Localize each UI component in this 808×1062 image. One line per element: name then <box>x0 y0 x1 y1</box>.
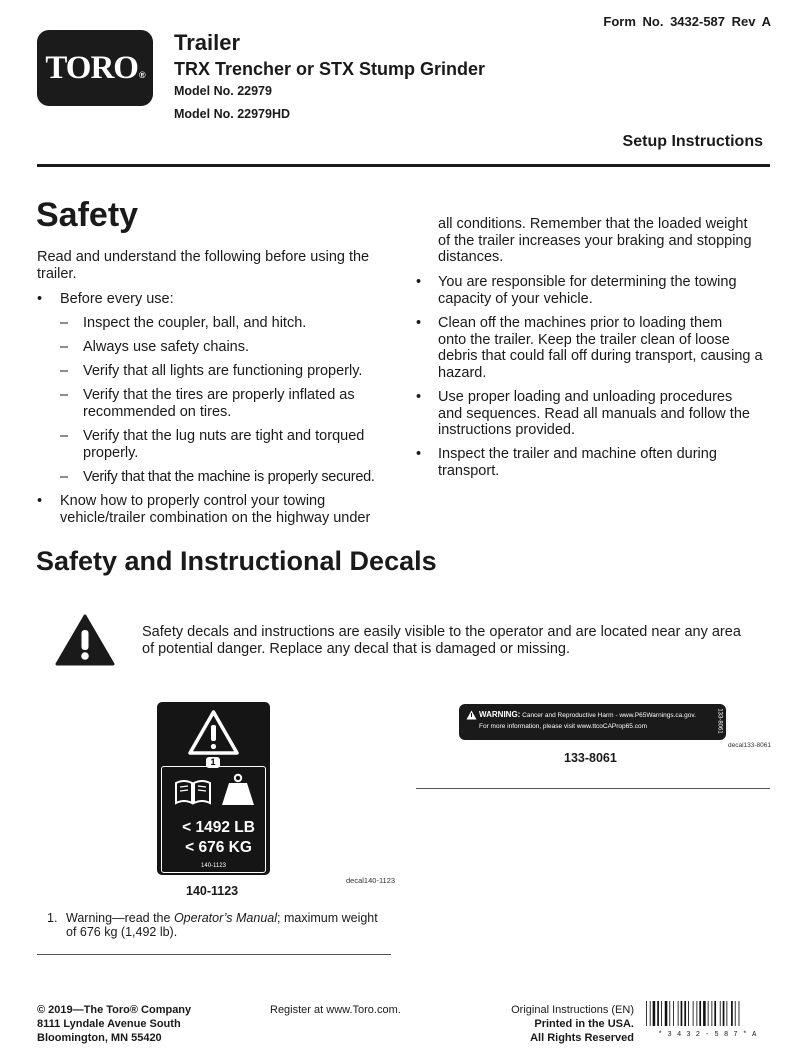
header-divider <box>37 164 770 167</box>
control-item <box>60 493 370 526</box>
bullet: • <box>416 389 422 405</box>
barcode-bar <box>726 1001 727 1026</box>
decal-side-number: 133-8061 <box>716 708 723 734</box>
barcode-bar <box>657 1001 659 1026</box>
sub-item <box>83 363 362 380</box>
barcode-bar <box>699 1001 701 1026</box>
barcode-bar <box>661 1001 662 1026</box>
control-line: Know how to properly control your towing <box>60 493 326 509</box>
decal-caption: 140-1123 <box>186 884 239 898</box>
right-divider <box>416 788 770 789</box>
max-weight-lb: < 1492 LB <box>182 819 255 836</box>
decal2-file-ref: decal133-8061 <box>728 742 772 749</box>
bullet: • <box>416 315 422 331</box>
bullet: • <box>37 291 43 307</box>
callout-number: 1. <box>47 911 58 925</box>
model-number-2: Model No. 22979HD <box>174 107 291 121</box>
sub-item-line: properly. <box>83 444 139 461</box>
item-line: hazard. <box>438 364 487 381</box>
callout-line-2: of 676 kg (1,492 lb). <box>66 925 178 939</box>
intro-line: trailer. <box>37 266 77 282</box>
decal-warning-icon <box>161 706 266 761</box>
original-instructions: Original Instructions (EN) <box>511 1004 634 1016</box>
copyright: © 2019—The Toro® Company <box>37 1004 192 1016</box>
printed-in: Printed in the USA. <box>534 1018 634 1030</box>
sub-item-line: Verify that the lug nuts are tight and torqued <box>83 428 365 444</box>
dash: – <box>60 315 69 331</box>
bullet: • <box>416 274 422 290</box>
inspect-item <box>438 446 717 479</box>
weight-icon <box>220 773 256 807</box>
barcode-bar <box>703 1001 706 1026</box>
document-type: Setup Instructions <box>622 133 763 150</box>
sub-item-line: recommended on tires. <box>83 403 232 420</box>
dash: – <box>60 469 69 485</box>
safety-intro <box>37 249 369 283</box>
bullet: • <box>37 493 43 509</box>
bullet: • <box>416 446 422 462</box>
loading-item <box>438 389 750 439</box>
item-line: debris that could fall off during transport, causing a <box>438 348 763 364</box>
barcode-bar <box>708 1001 709 1026</box>
decal2-caption: 133-8061 <box>564 751 617 765</box>
sub-item <box>83 387 355 420</box>
prop65-text: Cancer and Reproductive Harm - www.P65Warnings.ca.gov. <box>520 712 696 719</box>
callout-description <box>66 911 378 939</box>
barcode-bar <box>678 1001 679 1026</box>
sub-item <box>83 469 375 486</box>
intro-line: Read and understand the following before using the <box>37 249 370 265</box>
item-line: You are responsible for determining the towing <box>438 274 737 290</box>
barcode-text: * 3 4 3 2 - 5 8 7 * A <box>658 1031 757 1039</box>
decal-info-panel <box>161 766 266 873</box>
control-line: vehicle/trailer combination on the highway under <box>60 509 371 526</box>
continued-line: all conditions. Remember that the loaded weight <box>438 216 748 232</box>
dash: – <box>60 428 69 444</box>
footer-info <box>490 1003 634 1045</box>
barcode-bar <box>696 1001 697 1026</box>
sub-item <box>83 339 249 356</box>
rights-reserved: All Rights Reserved <box>530 1032 634 1044</box>
registered-mark: ® <box>138 70 145 80</box>
barcode-bar <box>720 1001 721 1026</box>
barcode-bar <box>739 1001 740 1026</box>
dash: – <box>60 363 69 379</box>
decal-140-1123 <box>157 702 270 875</box>
decal-part-number: 140-1123 <box>201 863 226 869</box>
towing-item <box>438 274 737 307</box>
barcode-bar <box>714 1001 716 1026</box>
operators-manual-ref: Operator’s Manual <box>173 911 278 925</box>
barcode-bar <box>723 1001 725 1026</box>
barcode-bars <box>645 1001 770 1026</box>
model-number-1: Model No. 22979 <box>174 84 272 98</box>
footer-company <box>37 1003 191 1045</box>
item-line: Inspect the trailer and machine often during <box>438 446 717 462</box>
barcode-bar <box>650 1001 651 1026</box>
clean-item <box>438 315 763 381</box>
item-line: Clean off the machines prior to loading them <box>438 315 723 331</box>
address-line-2: Bloomington, MN 55420 <box>37 1032 162 1044</box>
before-use-item: Before every use: <box>60 291 174 307</box>
decal-callout-number: 1 <box>206 757 220 768</box>
barcode-bar <box>681 1001 683 1026</box>
continued-line: of the trailer increases your braking and stopping <box>438 232 752 249</box>
prop65-line-1 <box>479 710 696 719</box>
decals-heading: Safety and Instructional Decals <box>36 546 437 576</box>
callout-line-1 <box>66 911 378 925</box>
barcode-bar <box>731 1001 733 1026</box>
dash: – <box>60 339 69 355</box>
sub-item-line: Verify that that the machine is properly secured. <box>83 469 375 485</box>
barcode-bar <box>665 1001 668 1026</box>
address-line-1: 8111 Lyndale Avenue South <box>37 1018 181 1030</box>
barcode <box>645 1001 770 1039</box>
continued-line: distances. <box>438 249 504 265</box>
item-line: onto the trailer. Keep the trailer clean of loose <box>438 331 730 348</box>
item-line: transport. <box>438 462 500 479</box>
barcode-bar <box>735 1001 736 1026</box>
barcode-bar <box>711 1001 712 1026</box>
toro-logo <box>37 30 153 106</box>
item-line: and sequences. Read all manuals and follow the <box>438 405 750 422</box>
warning-triangle-icon <box>55 614 115 666</box>
book-icon <box>174 777 212 807</box>
product-title: Trailer <box>174 30 241 55</box>
barcode-bar <box>669 1001 670 1026</box>
barcode-bar <box>673 1001 674 1026</box>
prop65-warning-label: WARNING: <box>479 710 521 719</box>
barcode-bar <box>693 1001 694 1026</box>
sub-item <box>83 428 364 461</box>
sub-item-line: Always use safety chains. <box>83 339 250 355</box>
barcode-bar <box>688 1001 689 1026</box>
product-subtitle: TRX Trencher or STX Stump Grinder <box>174 59 486 79</box>
left-divider <box>37 954 391 955</box>
control-item-continued <box>438 216 752 266</box>
sub-item-line: Inspect the coupler, ball, and hitch. <box>83 315 307 331</box>
decal-133-8061 <box>459 704 726 740</box>
barcode-bar <box>653 1001 656 1026</box>
decal-warning-panel <box>161 706 266 761</box>
callout-text: Warning—read the <box>66 911 174 925</box>
register-link[interactable]: Register at www.Toro.com. <box>270 1004 401 1016</box>
safety-heading: Safety <box>36 196 139 234</box>
item-line: capacity of your vehicle. <box>438 290 593 307</box>
callout-text: ; maximum weight <box>277 911 378 925</box>
decal-file-ref: decal140-1123 <box>346 876 396 885</box>
decals-intro <box>142 624 741 658</box>
form-number: Form No. 3432-587 Rev A <box>603 14 771 29</box>
sub-item <box>83 315 306 332</box>
logo-text: TORO <box>45 49 138 86</box>
max-weight-kg: < 676 KG <box>185 839 252 856</box>
item-line: instructions provided. <box>438 422 576 438</box>
barcode-bar <box>684 1001 686 1026</box>
barcode-bar <box>646 1001 647 1026</box>
sub-item-line: Verify that all lights are functioning properly. <box>83 363 363 379</box>
decals-intro-line: Safety decals and instructions are easily visible to the operator and are located near any area <box>142 624 741 640</box>
decals-intro-line: of potential danger. Replace any decal that is damaged or missing. <box>142 641 571 657</box>
prop65-line-2: For more information, please visit www.ttcoCAProp65.com <box>479 723 647 730</box>
sub-item-line: Verify that the tires are properly inflated as <box>83 387 355 403</box>
dash: – <box>60 387 69 403</box>
item-line: Use proper loading and unloading procedures <box>438 389 733 405</box>
small-warning-icon <box>466 710 477 720</box>
